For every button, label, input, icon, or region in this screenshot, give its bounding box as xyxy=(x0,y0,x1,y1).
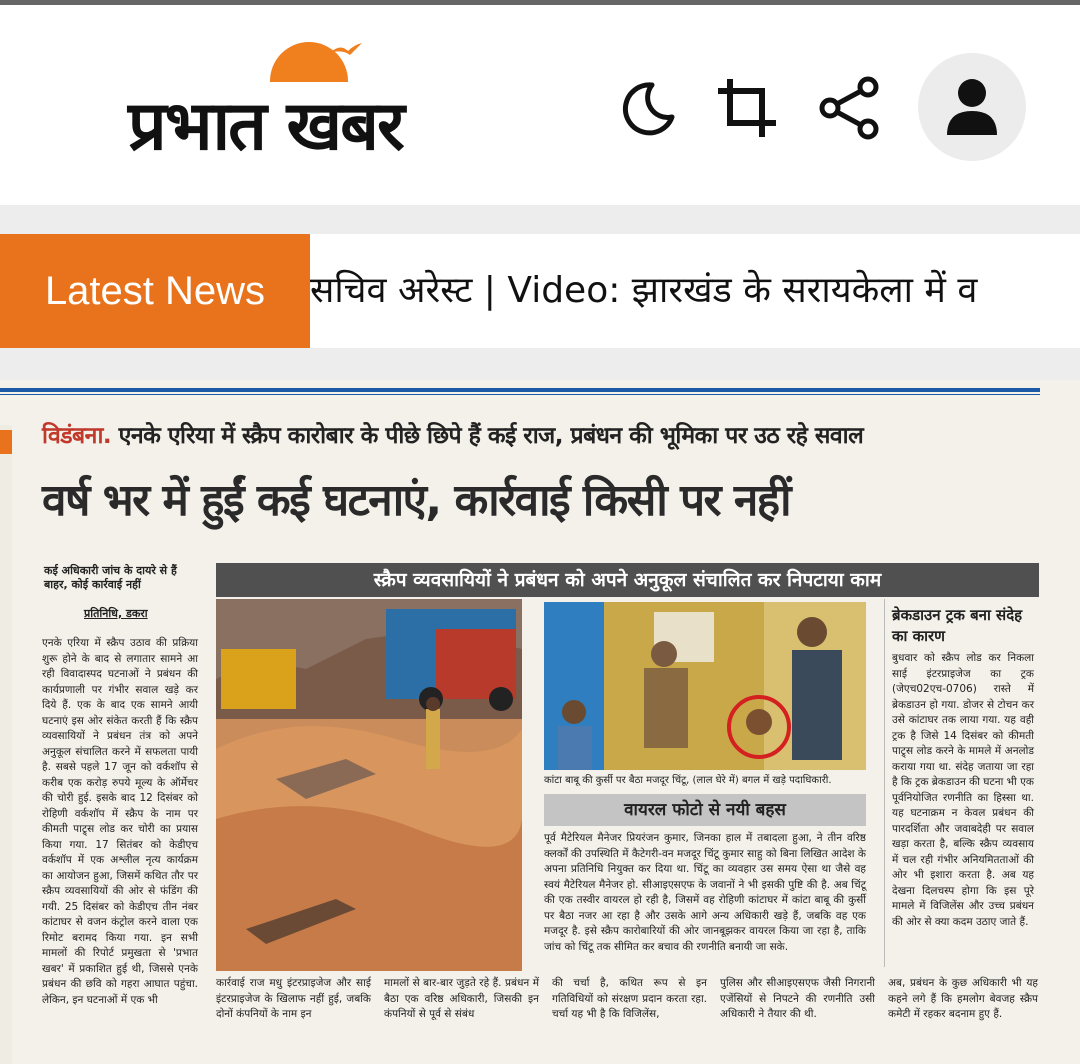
footer-column-1: कार्रवाई राज मधु इंटरप्राइजेज और साई इंटरप्राइजेज के खिलाफ नहीं हुई, जबकि दोनों कंपनियों के नाम इन xyxy=(216,977,371,1020)
user-account-button[interactable] xyxy=(918,53,1026,161)
footer-column-3: की चर्चा है, कथित रूप से इन गतिविधियों को संरक्षण प्रदान करता रहा. चर्चा यह भी है कि विजिलेंस, xyxy=(552,977,707,1020)
separator-band xyxy=(0,205,1080,235)
viral-office-photo xyxy=(544,602,866,770)
kicker-text: एनके एरिया में स्क्रैप कारोबार के पीछे छिपे हैं कई राज, प्रबंधन की भूमिका पर उठ रहे सवाल xyxy=(118,423,864,449)
user-icon xyxy=(945,77,999,137)
scrap-yard-photo xyxy=(216,599,522,971)
separator-band-2 xyxy=(0,348,1080,380)
ticker-headline[interactable]: सचिव अरेस्ट | Video: झारखंड के सरायकेला में व xyxy=(310,270,978,311)
logo-text: प्रभात खबर xyxy=(128,87,403,166)
top-rule-thin xyxy=(0,394,1040,395)
top-rule xyxy=(0,388,1040,392)
latest-news-label: Latest News xyxy=(0,234,310,348)
sidebar-body: बुधवार को स्क्रैप लोड कर निकला साई इंटरप्राइजेज का ट्रक (जेएच02एच-0706) रास्ते में ब्रेकडाउन हो गया. डोजर से टोचन कर उसे कांटाघर तक लाया गया. यह वही ट्रक है जिसे 14 दिसंबर को कीमती पाट्र्स लोड करने के मामले में अनलोड कराया गया था. संदेह जताया जा रहा है कि ट्रक ब्रेकडाउन की घटना भी एक पूर्वनियोजित रणनीति का हिस्सा था. यह घटनाक्रम न केवल प्रबंधन की पारदर्शिता और जवाबदेही पर सवाल खड़ा करता है, बल्कि स्क्रैप व्यवसाय में चल रही गंभीर अनियमितताओं की ओर भी इशारा करता है. अब यह देखना दिलचस्प होगा कि इस पूरे मामले में विजिलेंस और उच्च प्रबंधन की ओर से क्या कदम उठाए जाते हैं. xyxy=(892,652,1034,928)
viral-photo-body: पूर्व मैटेरियल मैनेजर प्रियरंजन कुमार, जिनका हाल में तबादला हुआ, ने तीन वरिष्ठ क्लर्कों की उपस्थिति में कैटेगरी-वन मजदूर चिंटू कुमार साहु को बिना लिखित आदेश के अपना प्रतिनिधि नियुक्त कर दिया था. चिंटू का व्यवहार उस समय ऐसा था जैसे वह स्वयं मैटेरियल मैनेजर हो. सीआइएसएफ के जवानों ने भी इसकी पुष्टि की है. अब चिंटू की एक तस्वीर वायरल हो रही है, जिसमें वह रोहिणी कांटाघर में कांटा बाबू की कुर्सी पर बैठा नजर आ रहा है और उसके आगे अन्य अधिकारी खड़े हैं, जबकि वह एक मजदूर है. इसे स्क्रैप कारोबारियों की ओर जानबूझकर वायरल किया जा रहा है, ताकि जांच को चिंटू तक सीमित कर बचाव की रणनीति बनायी जा सके. xyxy=(544,832,866,953)
crop-icon[interactable] xyxy=(712,73,782,143)
viral-photo-subhead: वायरल फोटो से नयी बहस xyxy=(544,794,866,826)
newspaper-clipping-image xyxy=(0,380,1080,1064)
footer-column-5: अब, प्रबंधन के कुछ अधिकारी भी यह कहने लगे हैं कि हमलोग बेवजह स्क्रैप कमेटी में रहकर बदनाम हुए हैं. xyxy=(888,977,1038,1020)
article-headline: वर्ष भर में हुईं कई घटनाएं, कार्रवाई किसी पर नहीं xyxy=(42,475,791,526)
kicker-tag: विडंबना. xyxy=(42,423,112,449)
share-icon[interactable] xyxy=(814,73,884,143)
byline: प्रतिनिधि, डकरा xyxy=(84,607,148,620)
logo-bird-icon xyxy=(328,40,364,64)
adjacent-column-marker xyxy=(0,430,12,454)
footer-column-4: पुलिस और सीआइएसएफ जैसी निगरानी एजेंसियों से निपटने की रणनीति उसी अधिकारी ने तैयार की थी. xyxy=(720,977,875,1020)
latest-news-ticker[interactable] xyxy=(0,234,1080,348)
photo-caption: कांटा बाबू की कुर्सी पर बैठा मजदूर चिंटू, (लाल घेरे में) बगल में खड़े पदाधिकारी. xyxy=(544,775,832,786)
article-column-1: एनके एरिया में स्क्रैप उठाव की प्रक्रिया शुरू होने के बाद से लगातार सामने आ रही विवादास्पद घटनाओं ने प्रबंधन की कार्यप्रणाली पर गंभीर सवाल खड़े कर दिये हैं. एक के बाद एक सामने आयी घटनाएं इस ओर संकेत करती हैं कि स्क्रैप व्यवसायियों ने प्रबंधन तंत्र को अपने अनुकूल संचालित करने में सफलता पायी है. सबसे पहले 17 जून को वर्कशॉप से करीब एक करोड़ रुपये मूल्य के ऑर्मेचर की चोरी हुई. इसके बाद 12 दिसंबर को रोहिणी वर्कशॉप में स्क्रैप के नाम पर कीमती पाट्र्स लोड कर चोरी का प्रयास किया गया. 17 सितंबर को केडीएच वर्कशॉप में एक अश्लील नृत्य कार्यक्रम का आयोजन हुआ, जिसमें कथित तौर पर स्क्रैप व्यवसायियों की ओर से फंडिंग की गयी. 25 दिसंबर को केडीएच तीन नंबर कांटाघर से वजन कंट्रोल करने वाला एक रिमोट बरामद किया गया. इन सभी मामलों की रिपोर्ट प्रमुखता से 'प्रभात खबर' में प्रकाशित हुई थी, जिससे एनके प्रबंधन की छवि को गहरा आघात पहुंचा. लेकिन, इन घटनाओं में एक भी xyxy=(42,637,198,1006)
adjacent-column-strip xyxy=(0,425,12,1064)
footer-column-2: मामलों से बार-बार जुड़ते रहे हैं. प्रबंधन में बैठा एक वरिष्ठ अधिकारी, जिसकी इन कंपनियों से पूर्व से संबंध xyxy=(384,977,539,1020)
article-kicker xyxy=(42,418,863,450)
app-header xyxy=(0,5,1080,205)
sidebar-headline: ब्रेकडाउन ट्रक बना संदेह का कारण xyxy=(892,606,1023,645)
site-logo[interactable] xyxy=(128,40,508,166)
section-banner: स्क्रैप व्यवसायियों ने प्रबंधन को अपने अनुकूल संचालित कर निपटाया काम xyxy=(216,563,1039,597)
moon-icon[interactable] xyxy=(612,73,682,143)
sub-point: कई अधिकारी जांच के दायरे से हैं बाहर, कोई कार्रवाई नहीं xyxy=(44,564,177,591)
